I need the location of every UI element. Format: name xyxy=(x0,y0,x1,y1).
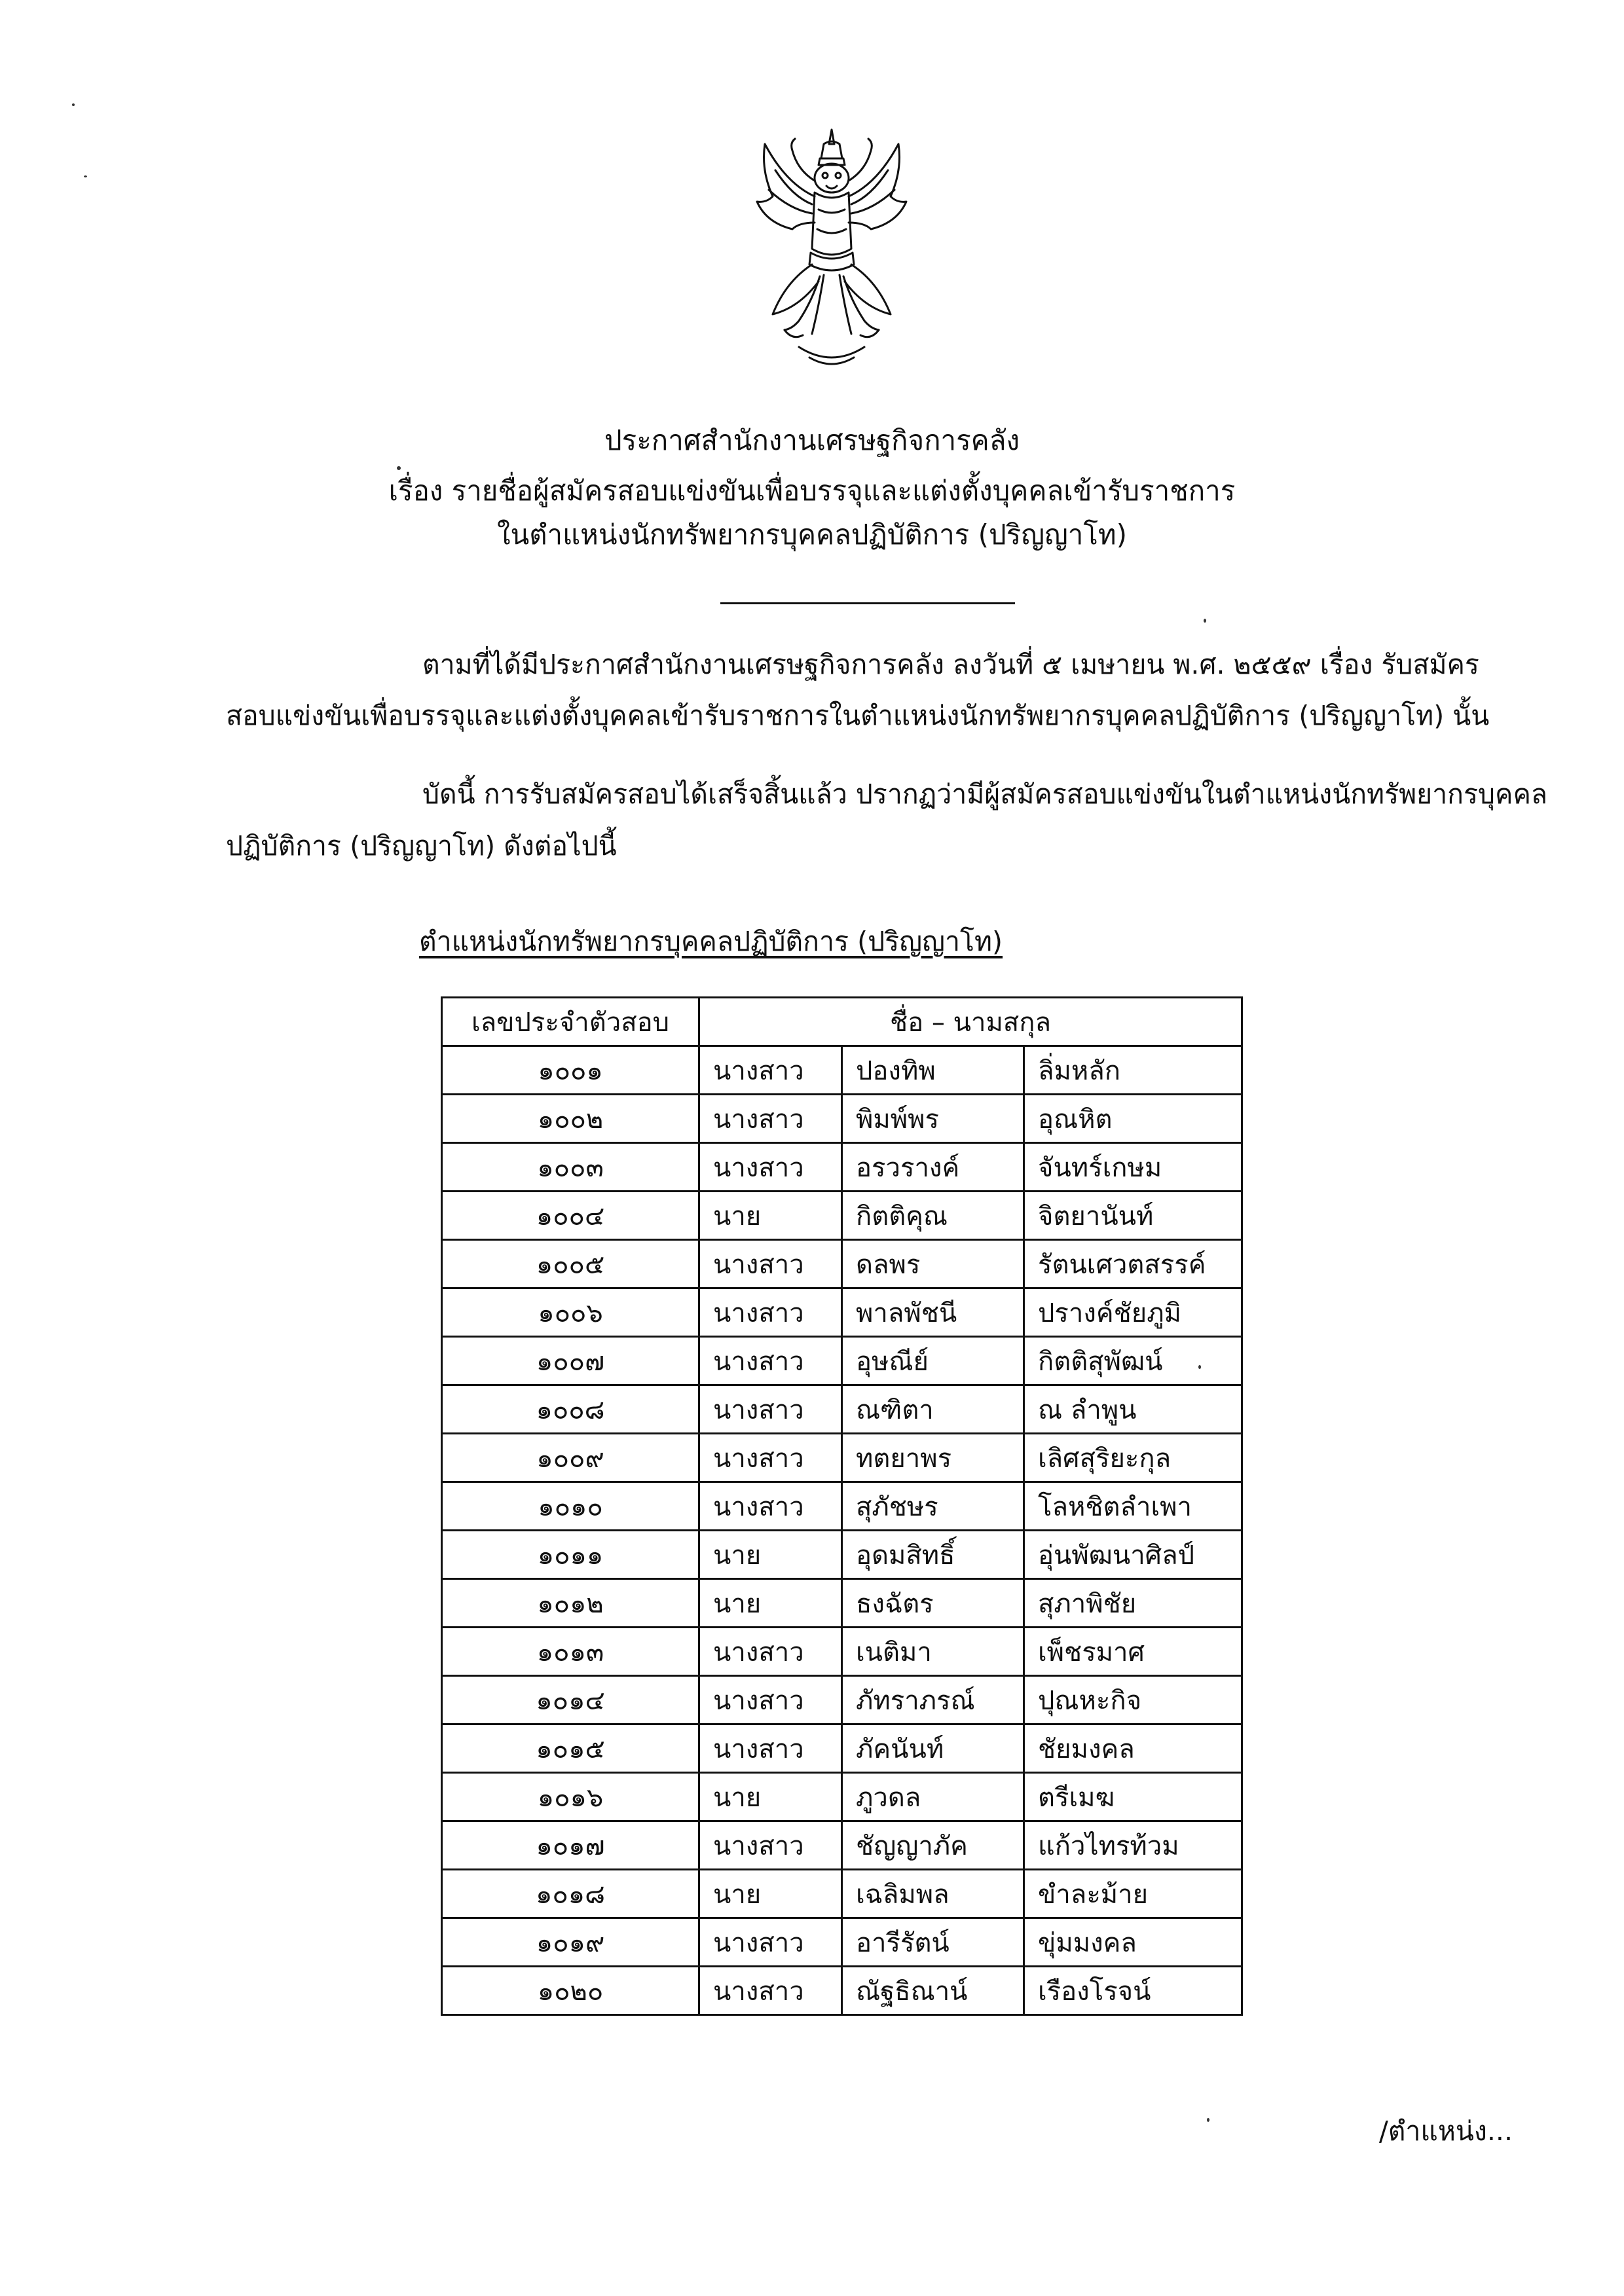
last-name-cell: เพ็ชรมาศ xyxy=(1024,1628,1242,1676)
last-name-cell: รัตนเศวตสรรค์ xyxy=(1024,1240,1242,1288)
name-title-cell: นาย xyxy=(699,1870,842,1918)
candidates-table xyxy=(441,996,1243,2016)
paragraph-1-line-1: ตามที่ได้มีประกาศสำนักงานเศรษฐกิจการคลัง ลงวันที่ ๕ เมษายน พ.ศ. ๒๕๕๙ เรื่อง รับสมัคร xyxy=(422,649,1479,680)
heading-divider xyxy=(720,602,1015,604)
table-row xyxy=(442,1821,1242,1870)
continued-marker: /ตำแหน่ง... xyxy=(1378,2115,1513,2147)
name-title-cell: นางสาว xyxy=(699,1967,842,2015)
paragraph-1-line-2: สอบแข่งขันเพื่อบรรจุและแต่งตั้งบุคคลเข้ารับราชการในตำแหน่งนักทรัพยากรบุคคลปฏิบัติการ (ปริญญาโท) นั้น xyxy=(226,700,1490,731)
first-name-cell: ธงฉัตร xyxy=(842,1579,1024,1628)
name-title-cell: นาย xyxy=(699,1579,842,1628)
last-name-cell: โลหชิตลำเพา xyxy=(1024,1482,1242,1531)
first-name-cell: อารีรัตน์ xyxy=(842,1918,1024,1967)
first-name-cell: อรวรางค์ xyxy=(842,1143,1024,1192)
name-title-cell: นางสาว xyxy=(699,1724,842,1773)
last-name-cell: ลิ่มหลัก xyxy=(1024,1046,1242,1095)
name-title-cell: นาย xyxy=(699,1773,842,1821)
subject-line-2: ในตำแหน่งนักทรัพยากรบุคคลปฏิบัติการ (ปริญญาโท) xyxy=(496,519,1127,551)
first-name-cell: ปองทิพ xyxy=(842,1046,1024,1095)
name-title-cell: นางสาว xyxy=(699,1918,842,1967)
first-name-cell: ภัทราภรณ์ xyxy=(842,1676,1024,1724)
table-row xyxy=(442,1095,1242,1143)
table-row xyxy=(442,1967,1242,2015)
exam-id-cell: ๑๐๑๒ xyxy=(442,1579,699,1628)
first-name-cell: เนติมา xyxy=(842,1628,1024,1676)
name-title-cell: นางสาว xyxy=(699,1288,842,1337)
last-name-cell: จิตยานันท์ xyxy=(1024,1192,1242,1240)
first-name-cell: พิมพ์พร xyxy=(842,1095,1024,1143)
last-name-cell: จันทร์เกษม xyxy=(1024,1143,1242,1192)
table-row xyxy=(442,1918,1242,1967)
first-name-cell: อุดมสิทธิ์ xyxy=(842,1531,1024,1579)
last-name-cell: ตรีเมฆ xyxy=(1024,1773,1242,1821)
table-row xyxy=(442,1143,1242,1192)
exam-id-cell: ๑๐๒๐ xyxy=(442,1967,699,2015)
last-name-cell: ณ ลำพูน xyxy=(1024,1385,1242,1434)
last-name-cell: ปุณหะกิจ xyxy=(1024,1676,1242,1724)
table-row xyxy=(442,1676,1242,1724)
first-name-cell: กิตติคุณ xyxy=(842,1192,1024,1240)
table-row xyxy=(442,1531,1242,1579)
name-title-cell: นางสาว xyxy=(699,1482,842,1531)
name-title-cell: นางสาว xyxy=(699,1143,842,1192)
table-row xyxy=(442,1046,1242,1095)
table-row xyxy=(442,1773,1242,1821)
table-row xyxy=(442,1434,1242,1482)
name-title-cell: นางสาว xyxy=(699,1385,842,1434)
last-name-cell: ขุ่มมงคล xyxy=(1024,1918,1242,1967)
table-row xyxy=(442,1288,1242,1337)
exam-id-cell: ๑๐๑๔ xyxy=(442,1676,699,1724)
exam-id-cell: ๑๐๐๑ xyxy=(442,1046,699,1095)
exam-id-cell: ๑๐๐๙ xyxy=(442,1434,699,1482)
first-name-cell: ชัญญาภัค xyxy=(842,1821,1024,1870)
first-name-cell: ภูวดล xyxy=(842,1773,1024,1821)
announcement-title: ประกาศสำนักงานเศรษฐกิจการคลัง xyxy=(604,424,1020,456)
name-title-cell: นาย xyxy=(699,1531,842,1579)
table-row xyxy=(442,1385,1242,1434)
section-title: ตำแหน่งนักทรัพยากรบุคคลปฏิบัติการ (ปริญญาโท) xyxy=(419,926,1003,957)
last-name-cell: เรืองโรจน์ xyxy=(1024,1967,1242,2015)
first-name-cell: ทตยาพร xyxy=(842,1434,1024,1482)
exam-id-cell: ๑๐๑๗ xyxy=(442,1821,699,1870)
exam-id-cell: ๑๐๑๑ xyxy=(442,1531,699,1579)
scan-speck xyxy=(1204,619,1206,623)
scan-speck xyxy=(397,466,401,470)
last-name-cell: เลิศสุริยะกุล xyxy=(1024,1434,1242,1482)
paragraph-2-line-2: ปฏิบัติการ (ปริญญาโท) ดังต่อไปนี้ xyxy=(226,830,617,862)
last-name-cell: ขำละม้าย xyxy=(1024,1870,1242,1918)
first-name-cell: ณฑิตา xyxy=(842,1385,1024,1434)
scan-speck xyxy=(72,103,75,106)
name-title-cell: นาย xyxy=(699,1192,842,1240)
subject-line: เรื่อง รายชื่อผู้สมัครสอบแข่งขันเพื่อบรรจุและแต่งตั้งบุคคลเข้ารับราชการ xyxy=(388,475,1236,507)
exam-id-cell: ๑๐๐๗ xyxy=(442,1337,699,1385)
first-name-cell: ณัฐธิณาน์ xyxy=(842,1967,1024,2015)
last-name-cell: สุภาพิชัย xyxy=(1024,1579,1242,1628)
exam-id-cell: ๑๐๑๕ xyxy=(442,1724,699,1773)
exam-id-cell: ๑๐๐๒ xyxy=(442,1095,699,1143)
first-name-cell: สุภัชษร xyxy=(842,1482,1024,1531)
paragraph-2-line-1: บัดนี้ การรับสมัครสอบได้เสร็จสิ้นแล้ว ปรากฏว่ามีผู้สมัครสอบแข่งขันในตำแหน่งนักทรัพยากรบุคคล xyxy=(422,778,1548,810)
name-title-cell: นางสาว xyxy=(699,1337,842,1385)
table-row xyxy=(442,1240,1242,1288)
first-name-cell: ภัคนันท์ xyxy=(842,1724,1024,1773)
last-name-cell: อุณหิต xyxy=(1024,1095,1242,1143)
exam-id-cell: ๑๐๐๖ xyxy=(442,1288,699,1337)
scan-speck xyxy=(84,175,87,177)
table-row xyxy=(442,1724,1242,1773)
table-row xyxy=(442,1337,1242,1385)
table-row xyxy=(442,1192,1242,1240)
header-exam-id: เลขประจำตัวสอบ xyxy=(442,998,699,1046)
scan-speck xyxy=(1207,2118,1209,2122)
last-name-cell: ชัยมงคล xyxy=(1024,1724,1242,1773)
name-title-cell: นางสาว xyxy=(699,1240,842,1288)
exam-id-cell: ๑๐๑๓ xyxy=(442,1628,699,1676)
garuda-emblem-icon xyxy=(747,124,917,373)
table-row xyxy=(442,1579,1242,1628)
exam-id-cell: ๑๐๐๔ xyxy=(442,1192,699,1240)
exam-id-cell: ๑๐๐๓ xyxy=(442,1143,699,1192)
name-title-cell: นางสาว xyxy=(699,1434,842,1482)
exam-id-cell: ๑๐๑๙ xyxy=(442,1918,699,1967)
last-name-cell: แก้วไทรท้วม xyxy=(1024,1821,1242,1870)
header-full-name: ชื่อ – นามสกุล xyxy=(699,998,1242,1046)
first-name-cell: พาลพัชนี xyxy=(842,1288,1024,1337)
last-name-cell: ปรางค์ชัยภูมิ xyxy=(1024,1288,1242,1337)
first-name-cell: อุษณีย์ xyxy=(842,1337,1024,1385)
name-title-cell: นางสาว xyxy=(699,1821,842,1870)
last-name-cell: กิตติสุพัฒน์ xyxy=(1024,1337,1242,1385)
name-title-cell: นางสาว xyxy=(699,1095,842,1143)
exam-id-cell: ๑๐๐๘ xyxy=(442,1385,699,1434)
table-row xyxy=(442,1482,1242,1531)
scan-speck xyxy=(1198,1365,1201,1369)
exam-id-cell: ๑๐๑๐ xyxy=(442,1482,699,1531)
name-title-cell: นางสาว xyxy=(699,1628,842,1676)
name-title-cell: นางสาว xyxy=(699,1676,842,1724)
last-name-cell: อุ่นพัฒนาศิลป์ xyxy=(1024,1531,1242,1579)
candidate-rows xyxy=(442,1046,1242,2015)
exam-id-cell: ๑๐๐๕ xyxy=(442,1240,699,1288)
table-header-row xyxy=(442,998,1242,1046)
table-row xyxy=(442,1628,1242,1676)
first-name-cell: ดลพร xyxy=(842,1240,1024,1288)
exam-id-cell: ๑๐๑๘ xyxy=(442,1870,699,1918)
exam-id-cell: ๑๐๑๖ xyxy=(442,1773,699,1821)
first-name-cell: เฉลิมพล xyxy=(842,1870,1024,1918)
table-row xyxy=(442,1870,1242,1918)
name-title-cell: นางสาว xyxy=(699,1046,842,1095)
